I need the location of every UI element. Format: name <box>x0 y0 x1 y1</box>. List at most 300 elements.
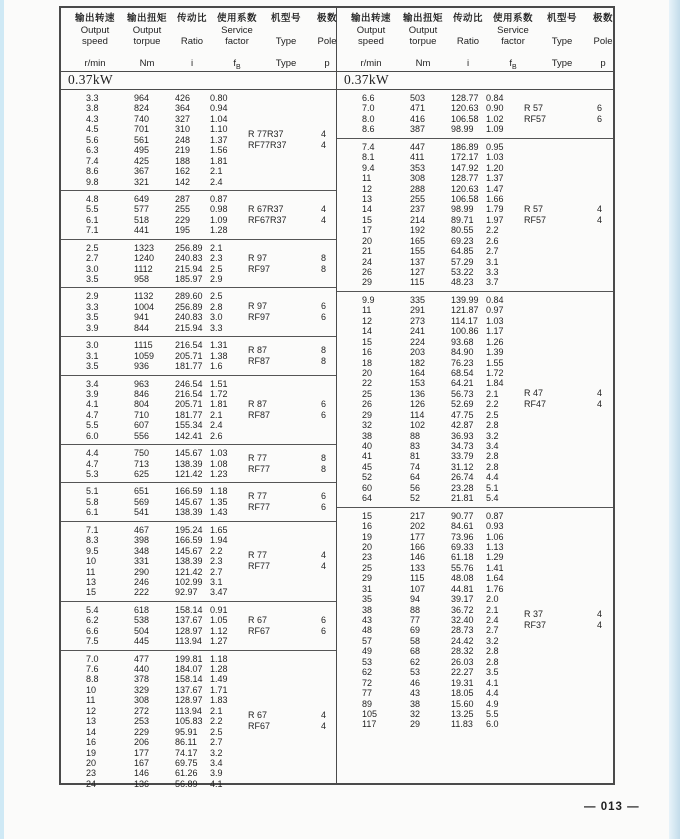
header-label-en: Service <box>497 25 529 36</box>
table-row <box>337 511 515 521</box>
type-pole-row <box>239 399 336 410</box>
table-row <box>61 469 239 479</box>
pole-value: 4 <box>597 203 603 214</box>
torque-cell: 308 <box>134 695 150 706</box>
torque-cell: 290 <box>134 566 150 577</box>
type-label: R 77 <box>248 491 268 502</box>
torque-cell: 291 <box>410 305 426 316</box>
factor-cell: 1.43 <box>210 507 228 518</box>
speed-cell: 6.1 <box>86 214 99 225</box>
type-label: RF67 <box>248 721 271 732</box>
factor-cell: 1.06 <box>486 531 504 542</box>
header-label-zh: 使用系数 <box>217 13 258 24</box>
pole-value: 4 <box>597 620 603 631</box>
speed-cell: 14 <box>362 204 373 215</box>
group-type-pole <box>515 142 613 288</box>
speed-cell: 29 <box>362 573 373 584</box>
table-header <box>61 8 336 72</box>
speed-cell: 5.8 <box>86 496 99 507</box>
ratio-cell: 114.17 <box>451 315 478 326</box>
torque-cell: 1323 <box>134 242 155 253</box>
table-row <box>337 399 515 409</box>
ratio-cell: 426 <box>175 93 191 103</box>
table-row <box>61 124 239 134</box>
speed-cell: 24 <box>362 256 373 267</box>
torque-cell: 155 <box>410 246 426 257</box>
table-groups <box>61 90 336 792</box>
factor-cell: 1.12 <box>210 625 228 636</box>
pole-value: 8 <box>321 452 327 463</box>
factor-cell: 1.18 <box>210 486 228 497</box>
table-row <box>337 295 515 305</box>
speed-cell: 4.7 <box>86 458 99 469</box>
torque-cell: 255 <box>410 193 426 204</box>
table-row <box>337 521 515 531</box>
speed-cell: 3.5 <box>86 312 99 323</box>
pole-value: 4 <box>321 710 327 721</box>
type-label: R 77 <box>248 550 268 561</box>
table-row <box>337 625 515 635</box>
factor-cell: 3.4 <box>210 757 223 768</box>
torque-cell: 136 <box>134 778 150 789</box>
ratio-cell: 145.67 <box>175 545 203 556</box>
torque-cell: 335 <box>410 294 426 305</box>
ratio-cell: 56.73 <box>451 388 474 399</box>
factor-cell: 0.95 <box>486 141 504 152</box>
table-row <box>337 316 515 326</box>
speed-cell: 26 <box>362 267 373 277</box>
ratio-cell: 26.74 <box>451 472 474 483</box>
table-row <box>337 277 515 287</box>
speed-cell: 12 <box>362 183 373 194</box>
table-row <box>61 291 239 301</box>
factor-cell: 4.9 <box>486 698 499 709</box>
speed-cell: 89 <box>362 698 373 709</box>
factor-cell: 2.8 <box>210 301 223 312</box>
header-label-zh: 传动比 <box>452 13 483 24</box>
table-row <box>337 103 515 113</box>
factor-cell: 1.10 <box>210 124 228 135</box>
factor-cell: 2.5 <box>486 409 499 420</box>
speed-cell: 31 <box>362 583 373 594</box>
table-row <box>61 264 239 274</box>
type-pole-row <box>239 626 336 637</box>
ratio-cell: 102.99 <box>175 576 203 587</box>
ratio-cell: 22.27 <box>451 667 474 678</box>
speed-cell: 5.5 <box>86 204 99 215</box>
ratio-cell: 68.54 <box>451 367 474 378</box>
speed-cell: 4.4 <box>86 448 99 459</box>
speed-cell: 5.4 <box>86 604 99 615</box>
ratio-cell: 36.72 <box>451 604 474 615</box>
speed-cell: 2.9 <box>86 291 99 302</box>
factor-cell: 2.8 <box>486 461 499 472</box>
torque-cell: 308 <box>410 173 426 184</box>
type-pole-row <box>239 312 336 323</box>
ratio-cell: 113.94 <box>175 636 202 647</box>
type-pole-row <box>239 253 336 264</box>
table-row <box>61 587 239 597</box>
factor-cell: 3.3 <box>210 322 223 333</box>
page-number: — 013 — <box>584 801 640 813</box>
factor-cell: 2.8 <box>486 420 499 431</box>
speed-cell: 41 <box>362 451 373 462</box>
torque-cell: 146 <box>134 768 150 779</box>
header-unit: i <box>190 58 194 69</box>
type-pole-row <box>515 215 613 226</box>
table-row <box>61 361 239 371</box>
factor-cell: 1.23 <box>210 469 228 479</box>
table-group <box>61 444 336 482</box>
torque-cell: 202 <box>410 521 426 532</box>
factor-cell: 1.31 <box>210 340 228 351</box>
ratio-cell: 21.81 <box>451 493 474 504</box>
table-row <box>337 389 515 399</box>
factor-cell: 3.7 <box>486 277 499 288</box>
torque-cell: 651 <box>134 486 150 497</box>
factor-cell: 2.0 <box>486 594 499 605</box>
header-unit: i <box>466 58 470 69</box>
table-row <box>337 573 515 583</box>
pole-value: 4 <box>321 550 327 561</box>
table-row <box>337 472 515 482</box>
group-type-pole <box>239 605 336 647</box>
speed-cell: 29 <box>362 277 373 288</box>
torque-cell: 367 <box>134 166 150 177</box>
table-row <box>337 584 515 594</box>
table-row <box>337 542 515 552</box>
table-row <box>337 215 515 225</box>
torque-cell: 941 <box>134 312 150 323</box>
factor-cell: 2.3 <box>210 556 223 567</box>
table-row <box>337 163 515 173</box>
type-label: R 47 <box>524 388 544 399</box>
speed-cell: 8.0 <box>362 113 375 124</box>
torque-cell: 222 <box>134 587 150 598</box>
speed-cell: 7.4 <box>362 141 375 152</box>
table-row <box>61 685 239 695</box>
factor-cell: 1.64 <box>486 573 504 584</box>
ratio-cell: 181.77 <box>175 361 203 372</box>
speed-cell: 9.9 <box>362 294 375 305</box>
type-label: RF97 <box>248 263 271 274</box>
table-row <box>61 204 239 214</box>
speed-cell: 3.4 <box>86 378 99 389</box>
speed-cell: 9.4 <box>362 162 375 173</box>
speed-cell: 3.8 <box>86 103 99 114</box>
pole-value: 6 <box>321 491 327 502</box>
torque-cell: 126 <box>410 399 426 410</box>
torque-cell: 192 <box>410 225 426 236</box>
table-row <box>337 441 515 451</box>
header-column <box>317 12 337 71</box>
factor-cell: 1.94 <box>210 535 228 546</box>
speed-cell: 5.6 <box>86 134 99 145</box>
factor-cell: 2.4 <box>486 615 499 625</box>
type-pole-row <box>239 356 336 367</box>
header-label-zh: 极数 <box>593 13 614 24</box>
speed-cell: 20 <box>86 757 97 768</box>
ratio-cell: 246.54 <box>175 378 203 389</box>
torque-cell: 378 <box>134 674 150 685</box>
ratio-cell: 142.41 <box>175 430 203 441</box>
torque-cell: 1004 <box>134 301 155 312</box>
table-row <box>61 706 239 716</box>
group-type-pole <box>239 243 336 285</box>
table-row <box>337 194 515 204</box>
factor-cell: 2.2 <box>486 225 499 236</box>
ratio-cell: 240.83 <box>175 253 203 264</box>
table-row <box>61 302 239 312</box>
speed-cell: 8.3 <box>86 535 99 546</box>
table-row <box>61 156 239 166</box>
torque-cell: 83 <box>410 441 421 451</box>
header-label-en: Type <box>275 36 297 47</box>
factor-cell: 1.41 <box>486 562 504 573</box>
factor-cell: 5.1 <box>486 482 499 493</box>
table-row <box>61 379 239 389</box>
speed-cell: 25 <box>362 562 373 573</box>
type-label: RF37 <box>524 620 547 631</box>
header-unit: $f_B$ <box>509 58 517 71</box>
table-row <box>337 173 515 183</box>
speed-cell: 38 <box>362 604 373 615</box>
table-group <box>337 291 613 507</box>
type-label: R 57 <box>524 203 544 214</box>
ratio-cell: 31.12 <box>451 461 474 472</box>
table-row <box>337 236 515 246</box>
header-column <box>493 12 534 71</box>
factor-cell: 2.4 <box>210 176 223 187</box>
table-row <box>61 225 239 235</box>
ratio-cell: 128.97 <box>175 625 203 636</box>
torque-cell: 577 <box>134 204 150 215</box>
speed-cell: 35 <box>362 594 373 605</box>
pole-value: 8 <box>321 344 327 355</box>
ratio-cell: 53.22 <box>451 267 474 277</box>
ratio-cell: 205.71 <box>175 350 203 361</box>
table-row <box>337 204 515 214</box>
factor-cell: 1.03 <box>486 152 504 163</box>
ratio-cell: 69.23 <box>451 235 474 246</box>
speed-cell: 64 <box>362 493 373 504</box>
torque-cell: 69 <box>410 625 421 636</box>
torque-cell: 1240 <box>134 253 155 264</box>
ratio-cell: 155.34 <box>175 420 203 431</box>
speed-cell: 10 <box>86 556 97 567</box>
ratio-cell: 181.77 <box>175 409 203 420</box>
table-row <box>61 243 239 253</box>
table-row <box>61 340 239 350</box>
table-row <box>337 267 515 277</box>
type-label: RF47 <box>524 399 547 410</box>
factor-cell: 0.84 <box>486 294 504 305</box>
torque-cell: 618 <box>134 604 150 615</box>
speed-cell: 9.8 <box>86 176 99 187</box>
factor-cell: 2.1 <box>486 604 499 615</box>
table-row <box>337 688 515 698</box>
factor-cell: 1.6 <box>210 361 223 372</box>
speed-cell: 19 <box>362 531 373 542</box>
ratio-cell: 32.40 <box>451 615 474 625</box>
speed-cell: 2.7 <box>86 253 99 264</box>
torque-cell: 445 <box>134 636 150 647</box>
type-label: RF97 <box>248 312 271 323</box>
ratio-cell: 39.17 <box>451 594 474 605</box>
type-pole-row <box>515 388 613 399</box>
speed-cell: 6.6 <box>86 625 99 636</box>
header-label-zh: 输出转速 <box>74 13 115 24</box>
group-rows <box>61 379 239 442</box>
ratio-cell: 162 <box>175 166 191 177</box>
table-row <box>337 431 515 441</box>
factor-cell: 1.81 <box>210 155 228 166</box>
speed-cell: 11 <box>362 305 372 316</box>
factor-cell: 1.37 <box>210 134 228 145</box>
header-column <box>441 12 495 71</box>
speed-cell: 6.6 <box>362 93 375 103</box>
type-pole-row <box>515 103 613 114</box>
group-rows <box>337 295 515 504</box>
speed-cell: 38 <box>362 430 373 441</box>
speed-cell: 40 <box>362 441 373 451</box>
pole-value: 4 <box>321 561 327 572</box>
ratio-cell: 256.89 <box>175 301 203 312</box>
factor-cell: 1.28 <box>210 225 228 236</box>
factor-cell: 2.4 <box>210 420 223 431</box>
speed-cell: 24 <box>86 778 97 789</box>
factor-cell: 2.1 <box>210 705 223 716</box>
table-row <box>337 563 515 573</box>
ratio-cell: 48.23 <box>451 277 474 288</box>
type-label: RF57 <box>524 214 547 225</box>
ratio-cell: 216.54 <box>175 388 203 399</box>
ratio-cell: 145.67 <box>175 448 203 459</box>
factor-cell: 1.65 <box>210 524 228 535</box>
factor-cell: 1.97 <box>486 214 504 225</box>
torque-cell: 253 <box>134 716 150 727</box>
torque-cell: 569 <box>134 496 150 507</box>
group-type-pole <box>239 379 336 442</box>
factor-cell: 0.91 <box>210 604 228 615</box>
factor-cell: 1.08 <box>210 458 228 469</box>
ratio-cell: 36.93 <box>451 430 474 441</box>
ratio-cell: 172.17 <box>451 152 479 163</box>
speed-cell: 8.6 <box>362 124 375 135</box>
speed-cell: 25 <box>362 388 373 399</box>
speed-cell: 17 <box>362 225 373 236</box>
group-type-pole <box>239 93 336 187</box>
factor-cell: 1.71 <box>210 684 228 695</box>
torque-cell: 224 <box>410 336 426 347</box>
speed-cell: 32 <box>362 420 373 431</box>
pole-value: 6 <box>321 502 327 513</box>
factor-cell: 1.26 <box>486 336 504 347</box>
gear-spec-table <box>59 6 615 789</box>
torque-cell: 440 <box>134 664 150 674</box>
type-label: RF67R37 <box>248 214 287 225</box>
ratio-cell: 42.87 <box>451 420 474 431</box>
ratio-cell: 47.75 <box>451 409 474 420</box>
table-row <box>337 337 515 347</box>
torque-cell: 649 <box>134 193 150 204</box>
pole-value: 8 <box>321 355 327 366</box>
torque-cell: 114 <box>410 409 425 420</box>
factor-cell: 2.5 <box>210 291 223 302</box>
group-type-pole <box>239 448 336 479</box>
torque-cell: 88 <box>410 604 421 615</box>
type-pole-row <box>515 399 613 410</box>
table-row <box>61 323 239 333</box>
header-unit: r/min <box>360 58 382 69</box>
ratio-cell: 69.75 <box>175 757 198 768</box>
speed-cell: 8.1 <box>362 152 375 163</box>
table-row <box>337 378 515 388</box>
torque-cell: 58 <box>410 635 421 646</box>
group-rows <box>61 448 239 479</box>
speed-cell: 20 <box>362 235 373 246</box>
table-row <box>337 678 515 688</box>
torque-cell: 32 <box>410 708 421 719</box>
header-label-en: torpue <box>133 36 161 47</box>
table-row <box>337 646 515 656</box>
factor-cell: 1.72 <box>210 388 228 399</box>
header-column <box>165 12 219 71</box>
ratio-cell: 98.99 <box>451 204 474 215</box>
type-pole-row <box>515 204 613 215</box>
header-label-en: Type <box>551 36 573 47</box>
table-group <box>337 90 613 138</box>
header-unit: p <box>324 58 330 69</box>
group-type-pole <box>239 654 336 790</box>
ratio-cell: 166.59 <box>175 535 203 546</box>
table-row <box>337 184 515 194</box>
group-rows <box>337 93 515 135</box>
factor-cell: 1.66 <box>486 193 504 204</box>
ratio-cell: 55.76 <box>451 562 474 573</box>
ratio-cell: 186.89 <box>451 141 479 152</box>
speed-cell: 57 <box>362 635 373 646</box>
ratio-cell: 80.55 <box>451 225 474 236</box>
table-group <box>337 507 613 733</box>
header-unit: p <box>600 58 606 69</box>
table-header <box>337 8 613 72</box>
factor-cell: 1.04 <box>210 113 228 124</box>
torque-cell: 237 <box>410 204 426 215</box>
header-label-en: Service <box>221 25 253 36</box>
speed-cell: 45 <box>362 461 373 472</box>
torque-cell: 177 <box>410 531 426 542</box>
speed-cell: 52 <box>362 472 373 483</box>
torque-cell: 246 <box>134 576 150 587</box>
header-label-zh: 输出扭矩 <box>127 13 168 24</box>
speed-cell: 7.1 <box>86 225 99 236</box>
ratio-cell: 188 <box>175 155 191 166</box>
factor-cell: 1.39 <box>486 347 504 358</box>
factor-cell: 2.9 <box>210 274 223 284</box>
pole-value: 4 <box>321 203 327 214</box>
ratio-cell: 23.28 <box>451 482 474 493</box>
header-label-en: Pole <box>593 36 613 47</box>
table-row <box>337 605 515 615</box>
torque-cell: 153 <box>410 378 426 389</box>
table-row <box>61 114 239 124</box>
header-label-en: Output <box>80 25 110 36</box>
pole-value: 4 <box>597 609 603 620</box>
table-row <box>61 135 239 145</box>
ratio-cell: 184.07 <box>175 664 203 674</box>
group-rows <box>61 486 239 517</box>
